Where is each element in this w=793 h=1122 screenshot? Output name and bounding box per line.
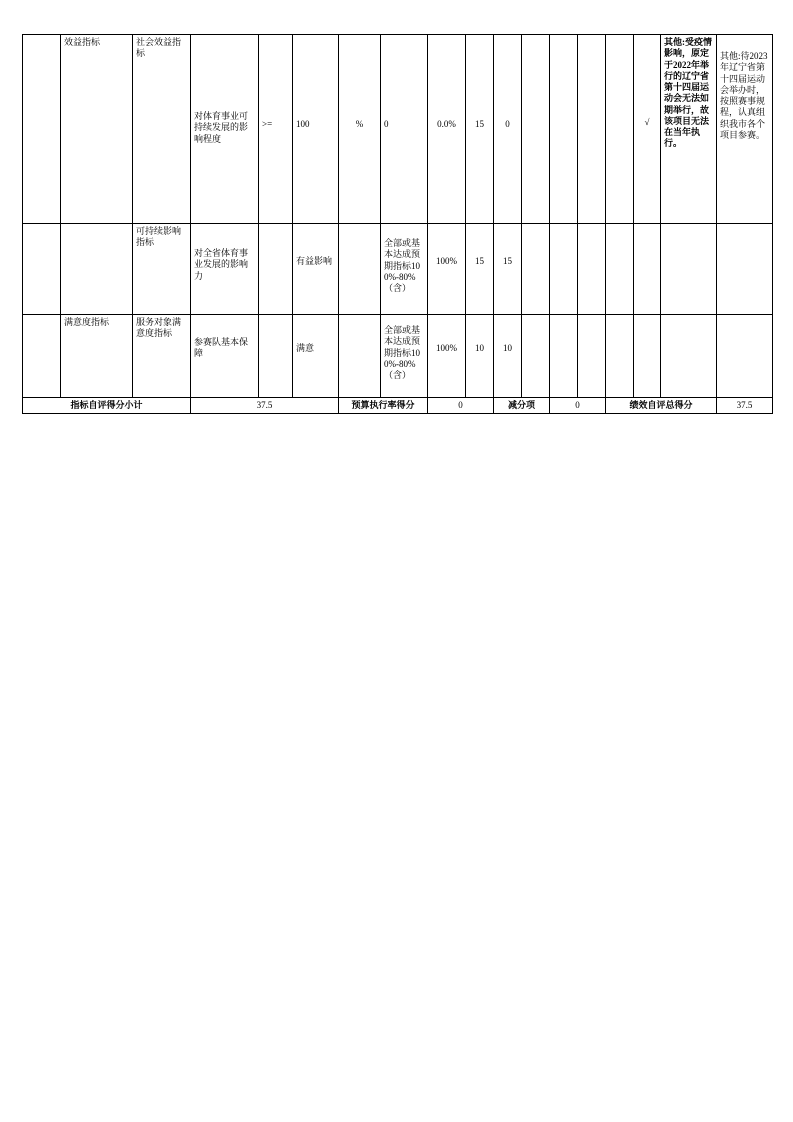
note-cell [717,224,773,315]
total-value: 37.5 [717,398,773,414]
indicator-name-cell: 对全省体育事业发展的影响力 [191,224,259,315]
reason-cell [661,224,717,315]
standard-cell: 全部或基本达成预期指标100%-80%（含） [381,224,428,315]
weight-cell: 10 [466,315,494,398]
extra-col-c [578,224,606,315]
row-marker-cell [23,315,61,398]
completion-cell: 100% [428,224,466,315]
extra-col-c [578,35,606,224]
subcategory-cell: 社会效益指标 [133,35,191,224]
completion-cell: 0.0% [428,35,466,224]
standard-cell: 全部或基本达成预期指标100%-80%（含） [381,315,428,398]
row-marker-cell [23,35,61,224]
reason-cell: 其他:受疫情影响，原定于2022年举行的辽宁省第十四届运动会无法如期举行，故该项目无法在当年执行。 [661,35,717,224]
symbol-cell: >= [259,35,293,224]
score-cell: 10 [494,315,522,398]
table-row [23,224,773,315]
subcategory-cell: 服务对象满意度指标 [133,315,191,398]
checkmark-cell [634,224,661,315]
budget-exec-value: 0 [428,398,494,414]
budget-exec-label: 预算执行率得分 [339,398,428,414]
unit-cell [339,224,381,315]
indicator-name-cell: 参赛队基本保障 [191,315,259,398]
indicator-name-cell: 对体育事业可持续发展的影响程度 [191,35,259,224]
extra-col-a [522,224,550,315]
category-cell: 满意度指标 [61,315,133,398]
table-row [23,35,773,224]
deduction-label: 减分项 [494,398,550,414]
category-cell: 效益指标 [61,35,133,224]
subtotal-label: 指标自评得分小计 [23,398,191,414]
unit-cell: % [339,35,381,224]
completion-cell: 100% [428,315,466,398]
checkmark-cell [634,315,661,398]
note-cell: 其他:待2023年辽宁省第十四届运动会举办时，按照赛事规程，认真组织我市各个项目参赛。 [717,35,773,224]
row-marker-cell [23,224,61,315]
extra-col-c [578,315,606,398]
extra-col-d [606,35,634,224]
target-value-cell: 满意 [293,315,339,398]
reason-cell [661,315,717,398]
target-value-cell: 有益影响 [293,224,339,315]
weight-cell: 15 [466,35,494,224]
symbol-cell [259,224,293,315]
deduction-value: 0 [550,398,606,414]
summary-row [23,398,773,414]
extra-col-b [550,315,578,398]
weight-cell: 15 [466,224,494,315]
extra-col-d [606,315,634,398]
score-cell: 0 [494,35,522,224]
extra-col-b [550,224,578,315]
subcategory-cell: 可持续影响指标 [133,224,191,315]
total-label: 绩效自评总得分 [606,398,717,414]
table-row [23,315,773,398]
performance-evaluation-table [22,34,773,414]
checkmark-cell: √ [634,35,661,224]
extra-col-a [522,35,550,224]
note-cell [717,315,773,398]
target-value-cell: 100 [293,35,339,224]
extra-col-d [606,224,634,315]
category-cell [61,224,133,315]
extra-col-b [550,35,578,224]
subtotal-value: 37.5 [191,398,339,414]
extra-col-a [522,315,550,398]
symbol-cell [259,315,293,398]
unit-cell [339,315,381,398]
score-cell: 15 [494,224,522,315]
standard-cell: 0 [381,35,428,224]
